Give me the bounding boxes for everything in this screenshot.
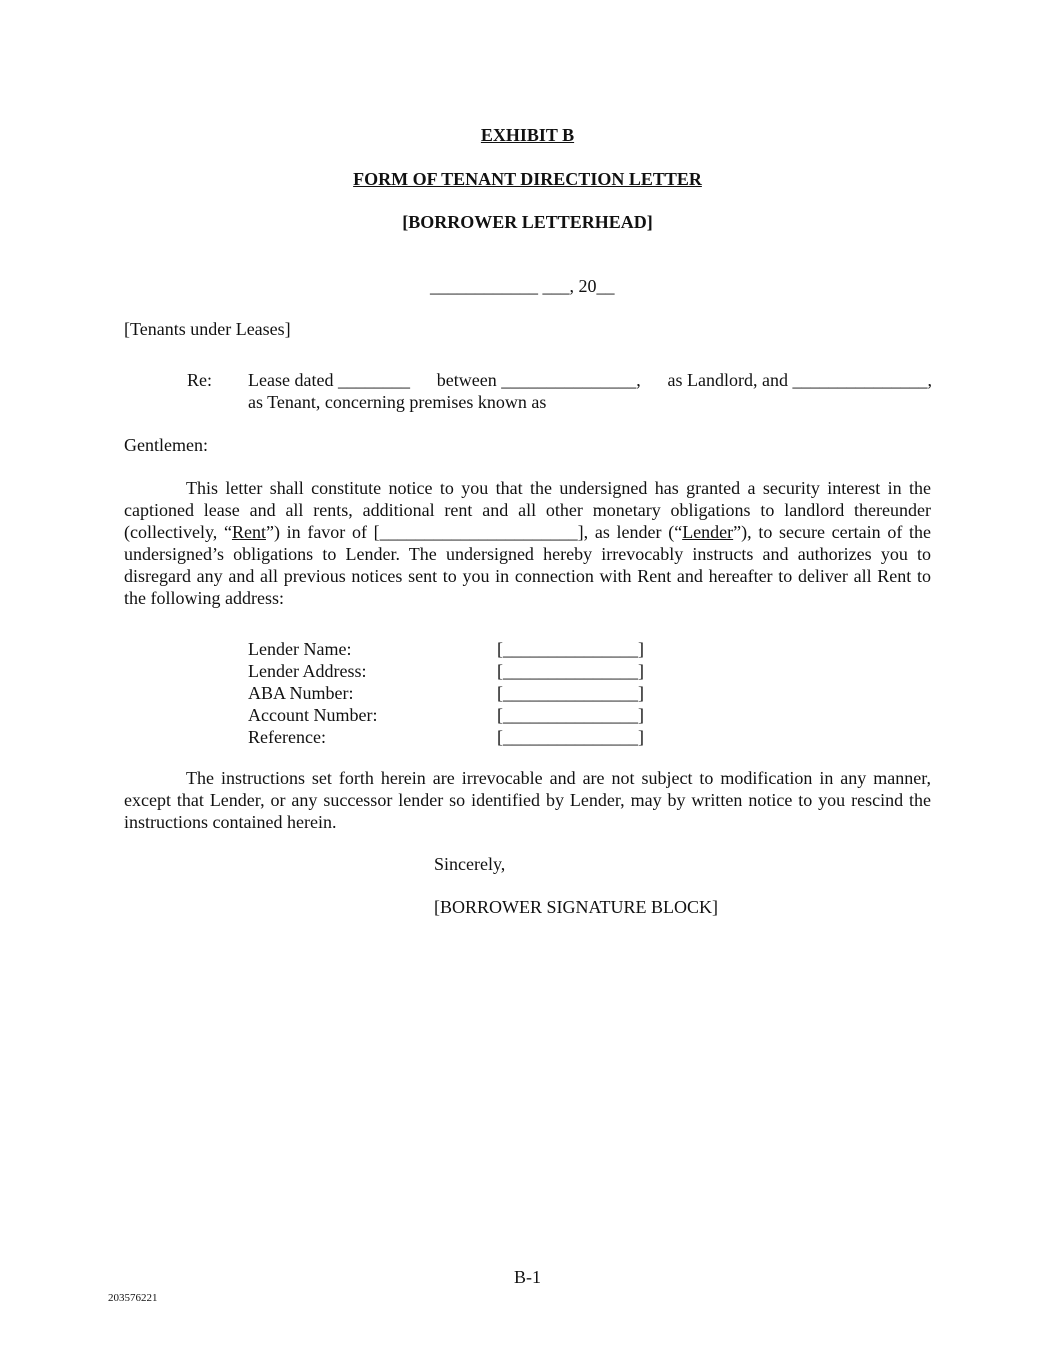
body-text-2: ”) in favor of [______________________], as lender (“ — [265, 522, 683, 542]
salutation: Gentlemen: — [124, 435, 208, 455]
date-line: ____________ ___, 20__ — [430, 276, 615, 296]
payment-field-row — [248, 726, 644, 748]
account-number-label: Account Number: — [248, 705, 378, 725]
instructions-text: The instructions set forth herein are irrevocable and are not subject to modification in any manner, except that Lender, or any successor lender so identified by Lender, may by written notice to you rescind the instructions contained herein. — [124, 768, 931, 832]
re-subject — [248, 369, 932, 413]
letterhead-placeholder: [BORROWER LETTERHEAD] — [402, 212, 653, 232]
exhibit-title: EXHIBIT B — [480, 125, 575, 145]
signature-block: [BORROWER SIGNATURE BLOCK] — [434, 897, 719, 917]
account-number-blank: [_______________] — [497, 705, 644, 725]
form-title: FORM OF TENANT DIRECTION LETTER — [353, 169, 702, 189]
payment-details-table — [248, 638, 644, 748]
payment-field-row — [248, 682, 644, 704]
body-text-1: This letter shall constitute notice to you that the undersigned has granted a security interest in the captioned lease and all rents, additional rent and all other monetary obligations to landlord thereunder (collectively, “ — [124, 478, 931, 542]
re-label: Re: — [187, 370, 212, 390]
aba-number-label: ABA Number: — [248, 683, 354, 703]
payment-field-row — [248, 660, 644, 682]
lender-defined-term: Lender — [682, 522, 734, 542]
document-id: 203576221 — [108, 1292, 158, 1304]
page-number: B-1 — [514, 1267, 541, 1287]
reference-blank: [_______________] — [497, 727, 644, 747]
re-as-landlord: as Landlord, and _______________, — [667, 370, 932, 390]
payment-field-row — [248, 704, 644, 726]
lender-address-label: Lender Address: — [248, 661, 367, 681]
body-text-3: ”), to secure certain of the undersigned’s obligations to Lender. The undersigned hereby irrevocably instructs and authorizes you to disregard any and all previous notices sent to you in connection with Rent and hereafter to deliver all Rent to the following address: — [124, 522, 931, 608]
lender-name-label: Lender Name: — [248, 639, 352, 659]
closing: Sincerely, — [434, 854, 506, 874]
re-between: between _______________, — [436, 370, 641, 390]
reference-label: Reference: — [248, 727, 326, 747]
re-line-2: as Tenant, concerning premises known as — [248, 392, 547, 412]
aba-number-blank: [_______________] — [497, 683, 644, 703]
addressee: [Tenants under Leases] — [124, 319, 291, 339]
re-lease-dated: Lease dated ________ — [248, 370, 410, 390]
lender-name-blank: [_______________] — [497, 639, 644, 659]
body-paragraph — [124, 477, 931, 609]
lender-address-blank: [_______________] — [497, 661, 644, 681]
instructions-paragraph — [124, 767, 931, 833]
payment-field-row — [248, 638, 644, 660]
rent-defined-term: Rent — [231, 522, 266, 542]
